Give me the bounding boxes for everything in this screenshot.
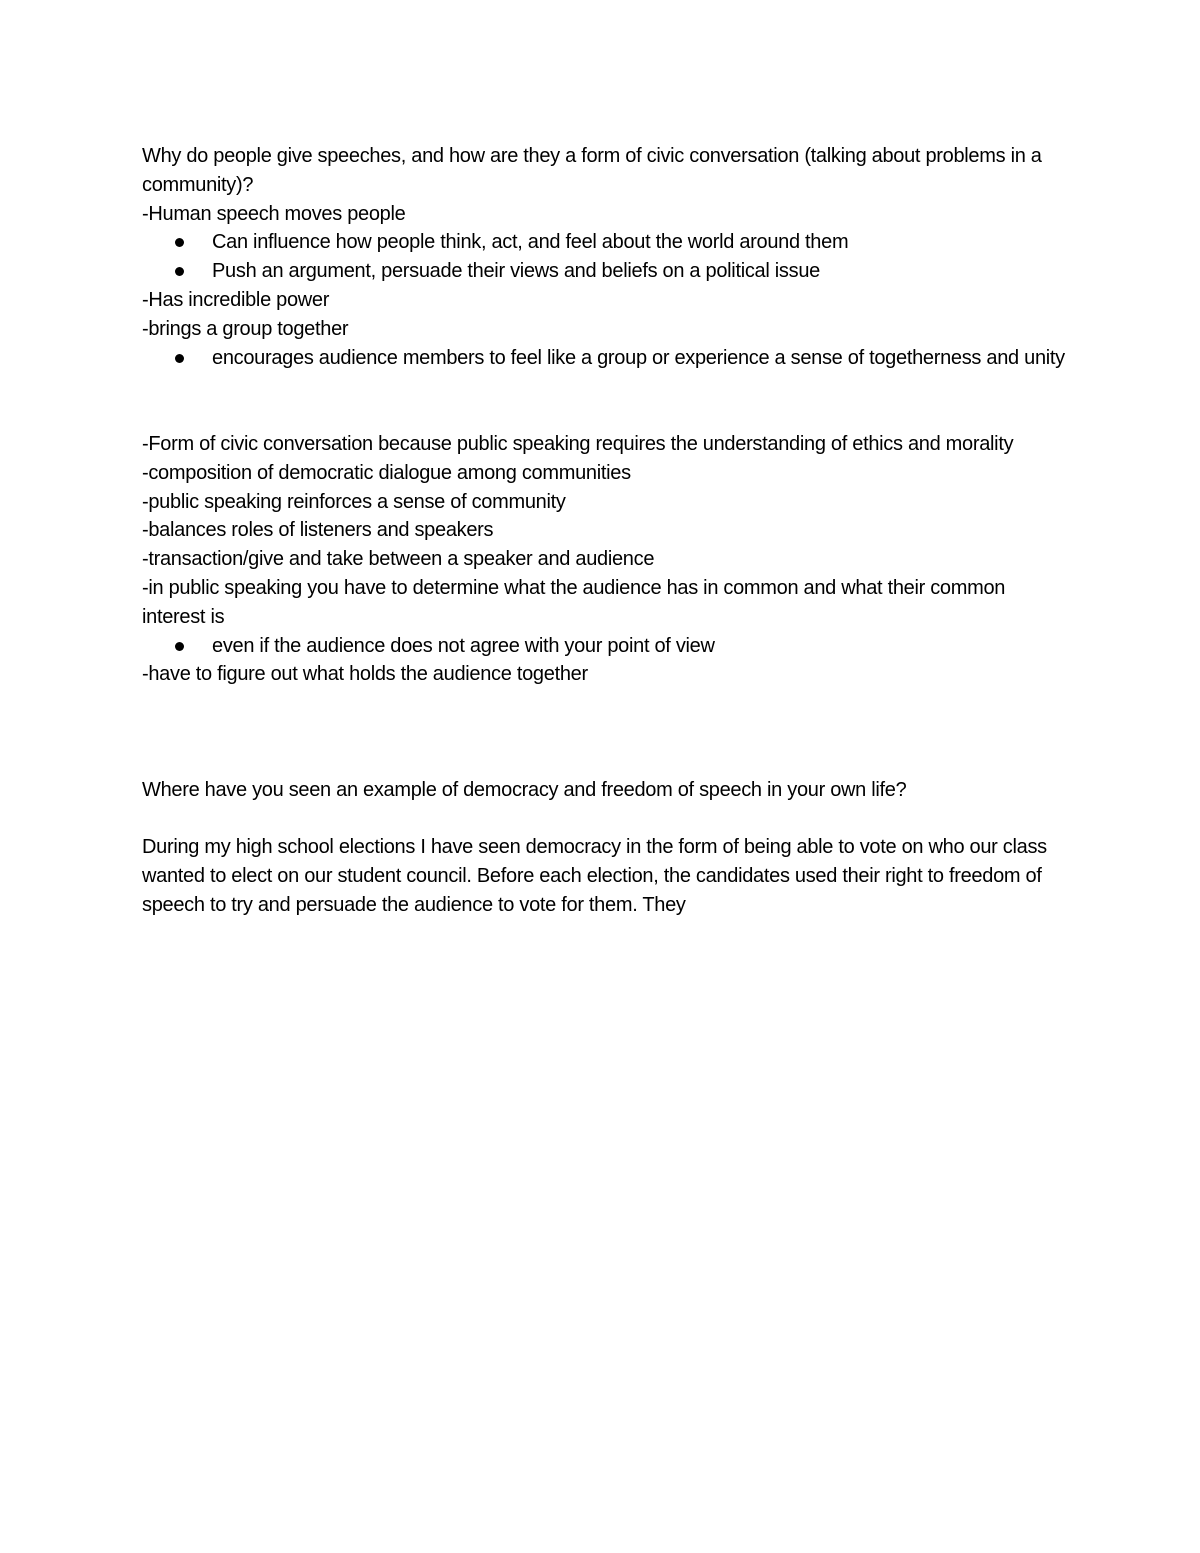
bullet-item [142, 257, 1067, 286]
bullet-list-common-interest [142, 632, 1067, 661]
spacer [142, 689, 1067, 775]
point-common-interest: -in public speaking you have to determine what the audience has in common and what their common interest is [142, 576, 1006, 628]
point-brings-group: -brings a group together [142, 317, 349, 340]
bullet-list-human-speech [142, 228, 1067, 286]
spacer [142, 372, 1067, 430]
question-democracy: Where have you seen an example of democracy and freedom of speech in your own life? [142, 778, 907, 801]
bullet-item [142, 632, 1067, 661]
point-human-speech: -Human speech moves people [142, 202, 406, 225]
bullet-list-group [142, 344, 1067, 373]
bullet-icon [175, 238, 184, 247]
bullet-item [142, 344, 1067, 373]
point-sense-of-community: -public speaking reinforces a sense of community [142, 490, 566, 513]
answer-paragraph: During my high school elections I have seen democracy in the form of being able to vote on who our class wanted to elect on our student council. Before each election, the candidates used their right to freedom of speech to try and persuade the audience to vote for them. They [142, 836, 1047, 916]
bullet-icon [175, 354, 184, 363]
point-incredible-power: -Has incredible power [142, 288, 330, 311]
point-democratic-dialogue: -composition of democratic dialogue among communities [142, 461, 631, 484]
bullet-text: Push an argument, persuade their views and beliefs on a political issue [212, 260, 820, 283]
bullet-text: Can influence how people think, act, and feel about the world around them [212, 231, 849, 254]
point-holds-audience: -have to figure out what holds the audience together [142, 663, 588, 686]
point-balances-roles: -balances roles of listeners and speakers [142, 519, 494, 542]
bullet-icon [175, 642, 184, 651]
question-speeches: Why do people give speeches, and how are they a form of civic conversation (talking about problems in a community)? [142, 145, 1042, 196]
bullet-item [142, 228, 1067, 257]
bullet-text: encourages audience members to feel like a group or experience a sense of togetherness and unity [212, 346, 1065, 369]
point-civic-conversation: -Form of civic conversation because public speaking requires the understanding of ethics and morality [142, 432, 1014, 455]
document-body [142, 142, 1067, 920]
bullet-text: even if the audience does not agree with your point of view [212, 634, 715, 657]
spacer [142, 804, 1067, 833]
point-transaction: -transaction/give and take between a speaker and audience [142, 548, 655, 571]
bullet-icon [175, 267, 184, 276]
